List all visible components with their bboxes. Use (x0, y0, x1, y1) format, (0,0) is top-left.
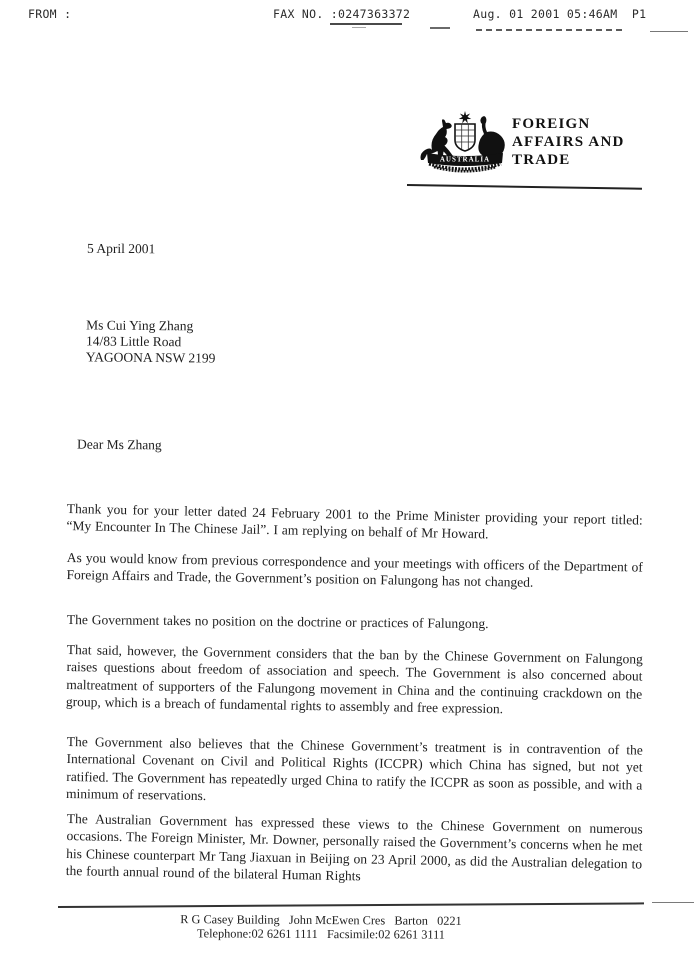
fax-from-label: FROM : (28, 7, 72, 21)
paragraph-5: The Government also believes that the Chinese Government’s treatment is in contravention of the International Covenant on Civil and Political Rights (ICCPR) which China has signed, but not yet ratified. The Government has repeatedly urged China to ratify the ICCPR as soon as possible, and with a minimum of reservations. (65, 733, 643, 804)
department-name (512, 115, 625, 169)
recipient-name: Ms Cui Ying Zhang (86, 317, 194, 334)
recipient-street: 14/83 Little Road (85, 333, 182, 350)
salutation: Dear Ms Zhang (76, 436, 162, 453)
footer-contact: Telephone:02 6261 1111 Facsimile:02 6261 3111 (197, 926, 445, 942)
australian-coat-of-arms-icon (419, 110, 511, 174)
paragraph-1: Thank you for your letter dated 24 February 2001 to the Prime Minister providing your report titled: “My Encounter In The Chinese Jail”. I am replying on behalf of Mr Howard. (66, 500, 643, 542)
department-name-line1: FOREIGN (512, 116, 591, 132)
scan-artifact-line (476, 29, 622, 31)
crest-banner-label: AUSTRALIA (439, 155, 491, 164)
paragraph-6: The Australian Government has expressed these views to the Chinese Government on numerous occasions. The Foreign Minister, Mr. Downer, personally raised the Government’s concerns when he met his Chinese counterpart Mr Tang Jiaxuan in Beijing on 23 April 2000, as did the Australian delegation to the fourth annual round of the bilateral Human Rights (65, 810, 643, 884)
paragraph-2: As you would know from previous correspondence and your meetings with officers of the Department of Foreign Affairs and Trade, the Government’s position on Falungong has not changed. (66, 549, 643, 591)
footer-address: R G Casey Building John McEwen Cres Barton 0221 (180, 912, 462, 928)
letter-date: 5 April 2001 (86, 240, 156, 257)
department-name-line2: AFFAIRS AND (512, 134, 625, 150)
scan-artifact-line (650, 31, 688, 32)
scan-artifact-line (330, 23, 402, 25)
fax-number: FAX NO. :0247363372 (273, 7, 411, 21)
scan-artifact-line (352, 27, 366, 28)
scan-artifact-line (430, 27, 450, 29)
recipient-suburb: YAGOONA NSW 2199 (85, 349, 216, 366)
paragraph-3: The Government takes no position on the doctrine or practices of Falungong. (66, 611, 489, 632)
fax-timestamp: Aug. 01 2001 05:46AM P1 (473, 7, 647, 21)
recipient-address (86, 317, 216, 366)
footer-divider (58, 902, 644, 908)
letterhead-divider (407, 184, 642, 190)
scan-artifact-line (652, 902, 694, 903)
department-name-line3: TRADE (512, 152, 571, 168)
paragraph-4: That said, however, the Government considers that the ban by the Chinese Government on Falungong raises questions about freedom of association and speech. The Government is also concerned about maltreatment of supporters of the Falungong movement in China and the continuing crackdown on the group, which is a breach of fundamental rights to assembly and free expression. (65, 641, 643, 717)
